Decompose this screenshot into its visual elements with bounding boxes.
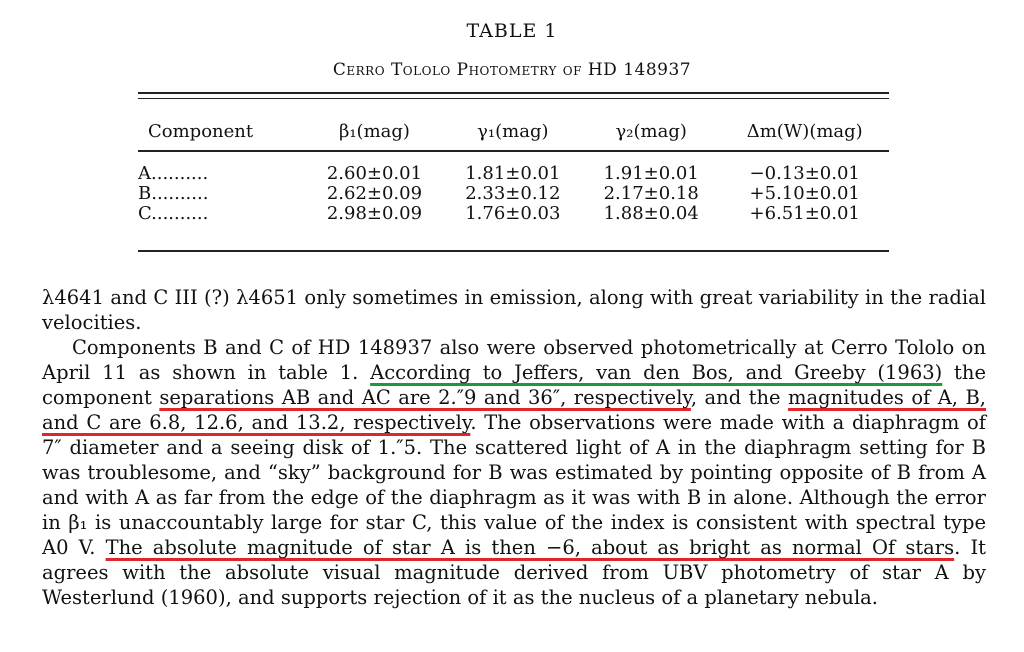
- table-cell: A..........: [138, 163, 209, 184]
- table-cell: 2.17±0.18: [603, 183, 699, 204]
- table-row: [138, 184, 889, 204]
- table-cell: 1.88±0.04: [603, 203, 699, 224]
- table-cell: −0.13±0.01: [749, 163, 860, 184]
- header-cell: γ₂(mag): [615, 121, 687, 142]
- table-bottom-rule: [138, 250, 889, 252]
- paragraph-2: [42, 335, 986, 610]
- green-underline-highlight: According to Jeffers, van den Bos, and Greeby (1963): [370, 361, 943, 384]
- table-cell: +6.51±0.01: [749, 203, 860, 224]
- header-cell: γ₁(mag): [477, 121, 549, 142]
- table-cell: C..........: [138, 203, 209, 224]
- table-caption: Cerro Tololo Photometry of HD 148937: [332, 60, 692, 80]
- header-cell: β₁(mag): [338, 121, 410, 142]
- text-span: the component: [42, 361, 986, 409]
- table-label: TABLE 1: [466, 20, 558, 42]
- header-cell: Component: [148, 121, 254, 142]
- photometry-table: [138, 117, 889, 224]
- table-cell: 1.91±0.01: [603, 163, 699, 184]
- table-header-rule: [138, 150, 889, 152]
- table-row: [138, 204, 889, 224]
- body-text: [42, 285, 986, 610]
- table-cell: 2.98±0.09: [326, 203, 423, 224]
- table-cell: 2.33±0.12: [465, 183, 561, 204]
- table-cell: 2.60±0.01: [326, 163, 423, 184]
- text-span: Components B and C of HD 148937 also were observed photometrically at Cerro Tololo on April 11 as shown in table 1.: [42, 336, 986, 384]
- table-cell: 1.81±0.01: [465, 163, 561, 184]
- red-underline-highlight: The absolute magnitude of star A is then −6, about as bright as normal Of stars: [105, 536, 955, 559]
- red-underline-highlight: separations AB and AC are 2.″9 and 36″, respectively: [159, 386, 691, 409]
- table-row: [138, 158, 889, 184]
- text-span: . The observations were made with a diaphragm of 7″ diameter and a seeing disk of 1.″5. The scattered light of A in the diaphragm setting for B was troublesome, and “sky” background for B was estimated by pointing opposite of B from A and with A as far from the edge of the diaphragm as it was with B in alone. Although the error in β₁ is unaccountably large for star C, this value of the index is consistent with spectral type A0 V.: [42, 411, 986, 559]
- table-top-rule-inner: [138, 98, 889, 99]
- header-cell: Δm(W)(mag): [746, 121, 863, 142]
- table-cell: 1.76±0.03: [465, 203, 561, 224]
- table-cell: B..........: [138, 183, 209, 204]
- table-cell: +5.10±0.01: [749, 183, 860, 204]
- red-underline-highlight: magnitudes of A, B, and C are 6.8, 12.6, and 13.2, respectively: [42, 386, 986, 434]
- text-span: , and the: [690, 386, 789, 409]
- paragraph-1: λ4641 and C III (?) λ4651 only sometimes in emission, along with great variability in the radial velocities.: [42, 286, 986, 334]
- table-top-rule: [138, 92, 889, 94]
- table-cell: 2.62±0.09: [326, 183, 423, 204]
- text-span: . It agrees with the absolute visual magnitude derived from UBV photometry of star A by Westerlund (1960), and supports rejection of it as the nucleus of a planetary nebula.: [42, 536, 986, 609]
